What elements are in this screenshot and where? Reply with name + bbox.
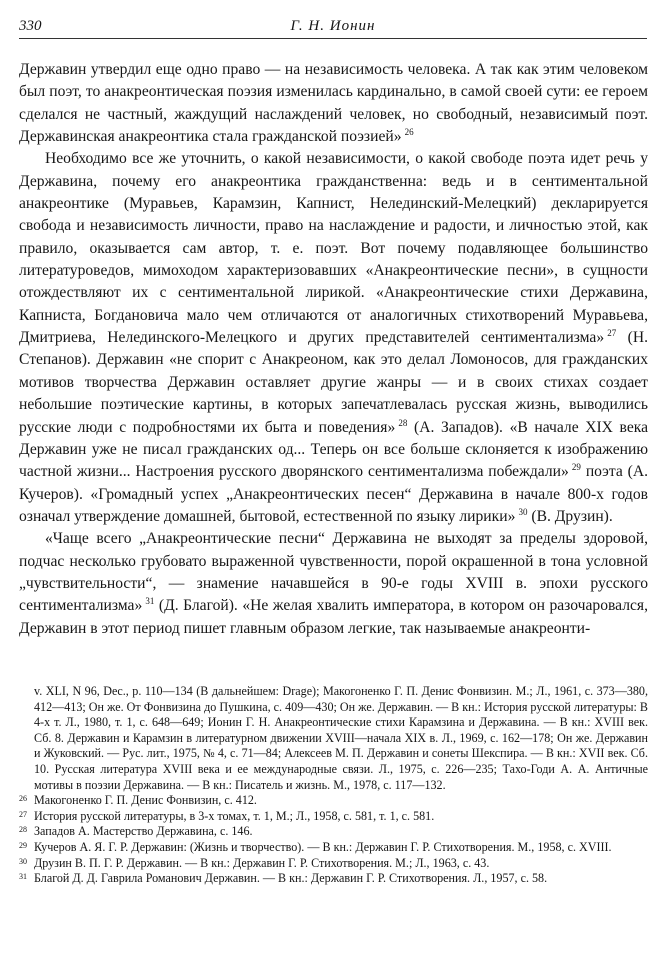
footnote-text: Благой Д. Д. Гаврила Романович Державин. — В кн.: Державин Г. Р. Стихотворения. Л., 1957, с. 58. (34, 871, 548, 886)
paragraph-2-text-c: (А. Западов). «В начале XIX века Державин уже не писал гражданских од... Теперь он все больше склоняется к изображению частной жизни... Настроения русского дворянского сентиментализма побеждали» (19, 418, 649, 481)
paragraph-2-text-a: Необходимо все же уточнить, о какой независимости, о какой свободе поэта идет речь у Державина, почему его анакреонтика гражданственна: ведь и в сентиментальной анакреонтике (Муравьев, Карамзин, Капнист, Нелединский-Мелецкий) декларируется свобода и независимость личности, право на наслаждение и радости, и личностью этой, как правило, оказывается сам автор, т. е. поэт. Вот почему подавляющее большинство литературоведов, мимоходом характеризовавших «Анакреонтические песни», в сущности отождествляют их с сентиментальной лирикой. «Анакреонтические стихи Державина, Капниста, Богдановича мало чем отличаются от аналогичных стихотворений Муравьева, Дмитриева, Нелединского-Мелецкого и других представителей сентиментализма» (19, 150, 648, 347)
paragraph-2-text-e: (В. Друзин). (531, 507, 613, 525)
footnote-continuation: v. XLI, N 96, Dec., p. 110—134 (В дальнейшем: Drage); Макогоненко Г. П. Денис Фонвизин. М.; Л., 1961, с. 373—380, 412—413; Он же. От Фонвизина до Пушкина, с. 409—430; Он же. Державин. — В кн.: История русской литературы: В 4-х т. Л., 1980, т. 1, с. 648—649; Ионин Г. Н. Анакреонтические стихи Карамзина и Державина. — В кн.: XVIII век. Сб. 8. Державин и Карамзин в литературном движении XVIII—начала XIX в. Л., 1969, с. 162—178; Он же. Державин и Жуковский. — Рус. лит., 1975, № 4, с. 71—84; Алексеев М. П. Державин и сонеты Шекспира. — В кн.: XVII век. Сб. 10. Русская литература XVIII века и ее международные связи. Л., 1975, с. 226—235; Тахо-Годи А. А. Античные мотивы в поэзии Державина. — В кн.: Писатель и жизнь. М., 1978, с. 117—132. (34, 684, 648, 792)
page-number: 330 (19, 18, 42, 34)
running-header (19, 14, 647, 39)
footnote-31 (19, 871, 648, 887)
footnote-text: Друзин В. П. Г. Р. Державин. — В кн.: Державин Г. Р. Стихотворения. М.; Л., 1963, с. 43. (34, 855, 490, 870)
main-text (19, 59, 648, 640)
footnote-30 (19, 856, 648, 872)
paragraph-2 (19, 148, 648, 528)
footnote-text: История русской литературы, в 3-х томах, т. 1, М.; Л., 1958, с. 581, т. 1, с. 581. (34, 808, 435, 823)
footnote-text: Кучеров А. Я. Г. Р. Державин: (Жизнь и творчество). — В кн.: Державин Г. Р. Стихотворения. М., 1958, с. XVIII. (34, 839, 612, 854)
footnote-number: 27 (19, 809, 27, 819)
paragraph-3 (19, 528, 648, 640)
footnote-ref-26: 26 (404, 126, 414, 137)
footnote-29 (19, 840, 648, 856)
footnote-ref-30: 30 (518, 506, 528, 517)
footnote-text: Западов А. Мастерство Державина, с. 146. (34, 824, 253, 839)
footnote-26 (19, 793, 648, 809)
paragraph-2-text-b: (Н. Степанов). Державин «не спорит с Анакреоном, как это делал Ломоносов, для гражданских мотивов творчества Державин оставляет другие жанры — и в своих стихах создает небольшие поэтические картины, в которых запечатлевалась русская жизнь, выводились русские люди с подробностями их быта и поведения» (19, 329, 648, 436)
footnote-ref-29: 29 (571, 462, 581, 472)
footnote-ref-27: 27 (607, 327, 617, 338)
paragraph-1 (19, 59, 648, 148)
running-head-author: Г. Н. Ионин (290, 18, 376, 34)
footnote-number: 30 (19, 856, 27, 866)
footnote-number: 26 (19, 794, 27, 804)
footnote-28 (19, 824, 648, 840)
footnote-ref-28: 28 (398, 417, 408, 428)
footnote-number: 28 (19, 825, 27, 835)
footnotes (19, 684, 648, 887)
paragraph-1-text: Державин утвердил еще одно право — на независимость человека. А так как этим человеком был поэт, то анакреонтическая поэзия изменилась кардинально, в самой своей сути: ее героем сделался не частный, жаждущий наслаждений человек, но свободный, независимый поэт. Державинская анакреонтика стала гражданской поэзией» (19, 61, 648, 146)
footnote-27 (19, 809, 648, 825)
paragraph-2-text-d: поэта (А. Кучеров). «Громадный успех „Анакреонтических песен“ Державина в начале 800-х годов означал утверждение домашней, бытовой, естественной по языку лирики» (19, 463, 648, 525)
footnote-text: Макогоненко Г. П. Денис Фонвизин, с. 412. (34, 793, 257, 808)
footnote-number: 31 (19, 872, 27, 882)
paragraph-3-text-a: «Чаще всего „Анакреонтические песни“ Державина не выходят за пределы здоровой, подчас несколько грубовато выраженной чувственности, порой окрашенной в тона условной „чувствительности“, — знамение начавшейся в 90-е годы XVIII в. эпохи русского сентиментализма» (19, 530, 648, 615)
paragraph-3-text-b: (Д. Благой). «Не желая хвалить императора, в котором он разочаровался, Державин в этот период пишет главным образом легкие, так называемые анакреонти- (19, 597, 648, 637)
footnote-number: 29 (19, 840, 27, 850)
footnote-ref-31: 31 (145, 596, 155, 607)
